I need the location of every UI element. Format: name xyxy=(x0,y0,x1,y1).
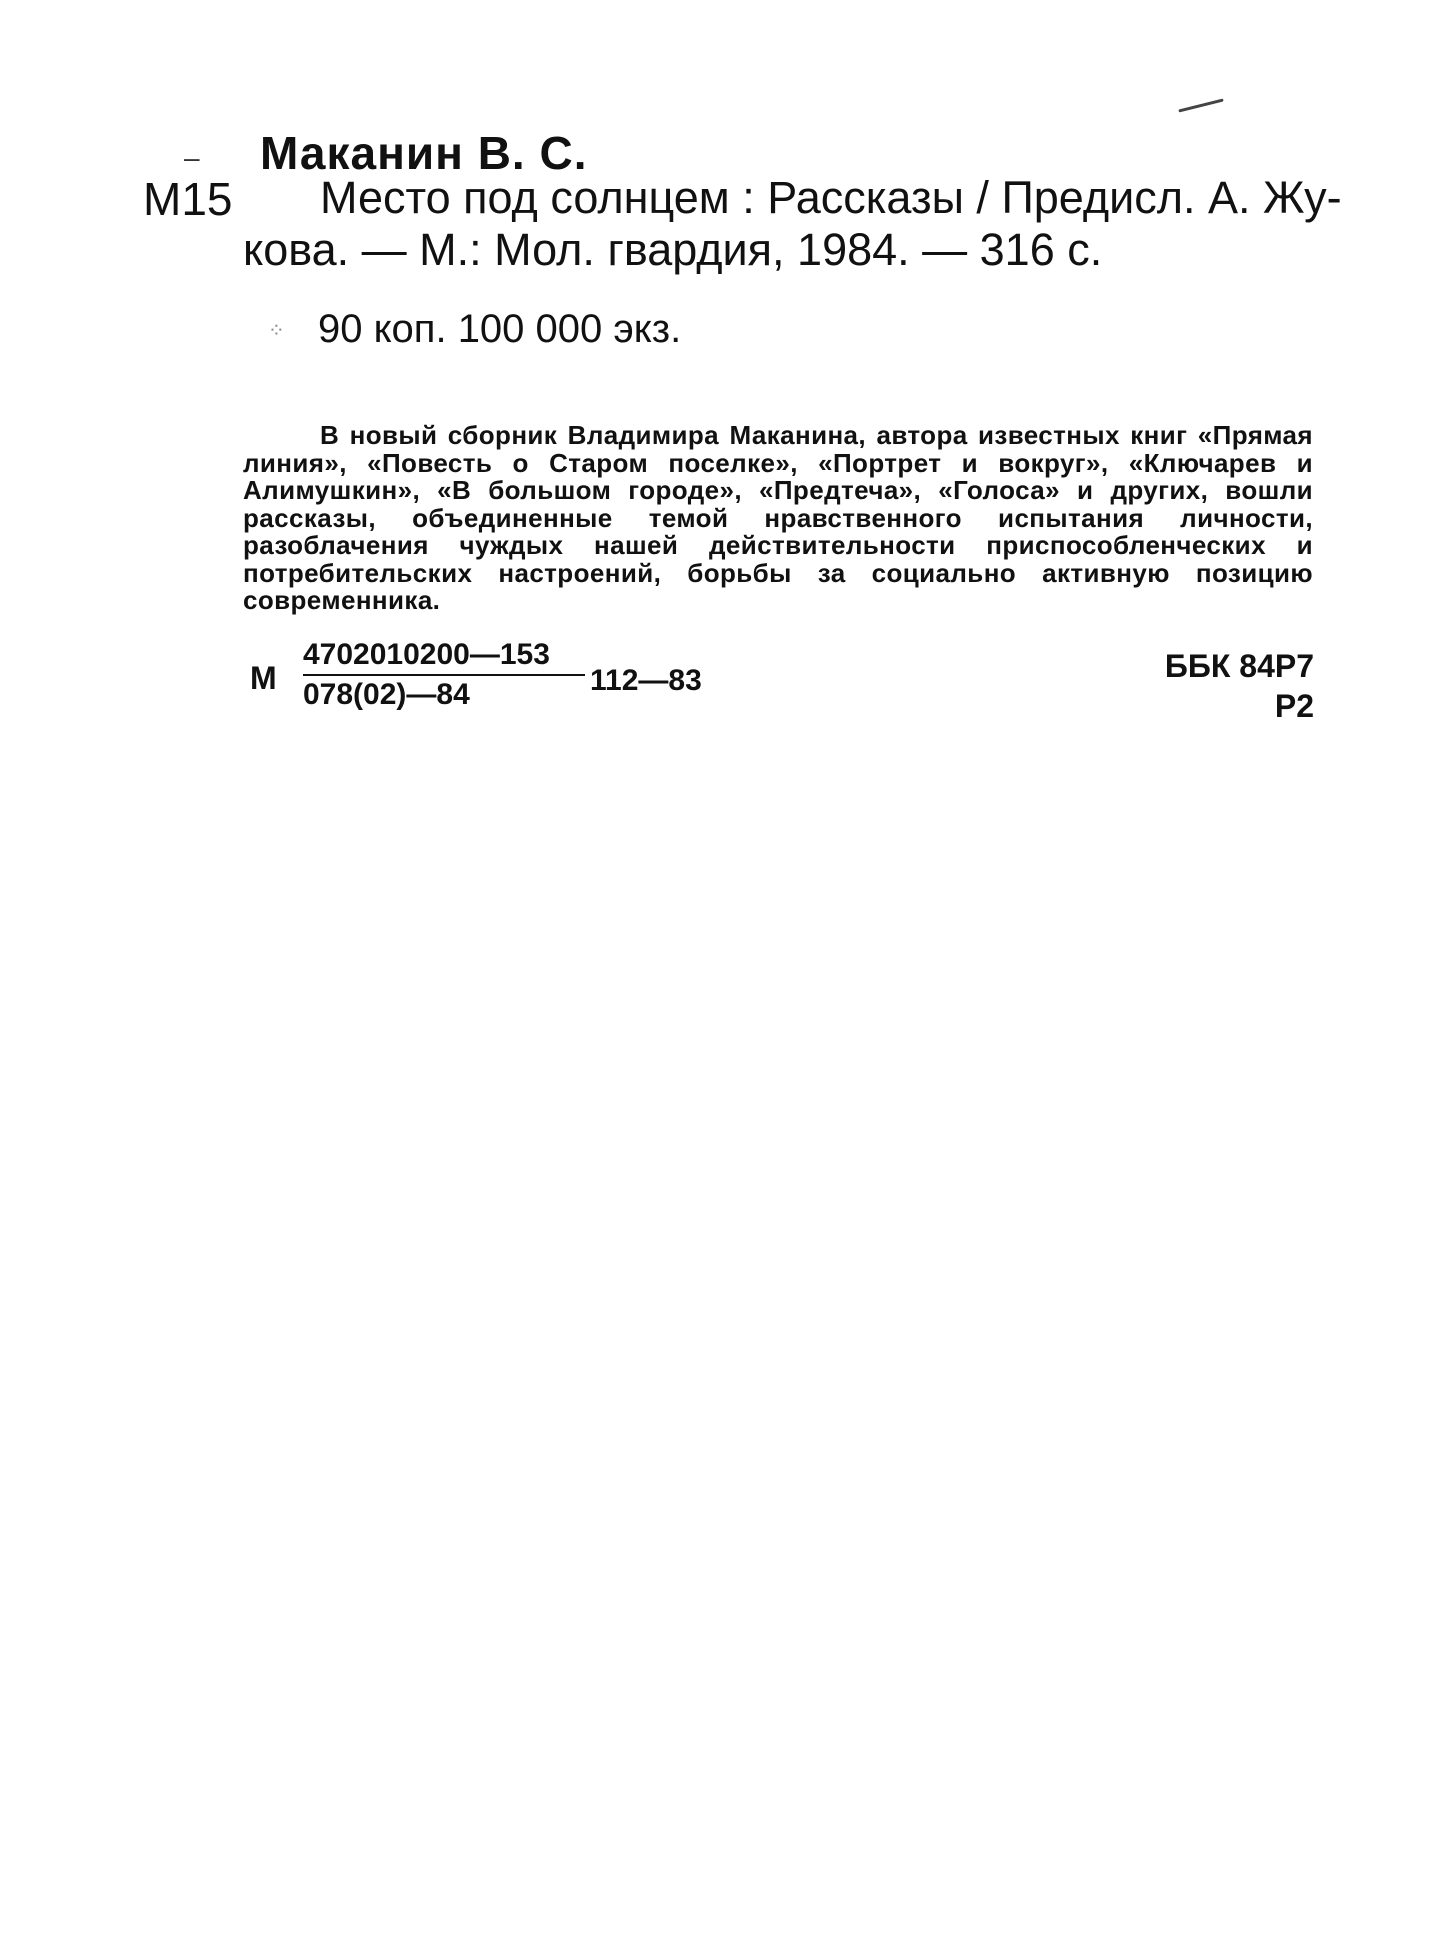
corner-pencil-mark xyxy=(1178,98,1223,112)
classification-fraction xyxy=(303,638,585,712)
author-heading: Маканин В. С. xyxy=(260,127,588,179)
order-code: 112—83 xyxy=(590,664,702,697)
print-speck-icon: ⁘ xyxy=(268,320,285,342)
bbk-sub: Р2 xyxy=(1274,688,1314,724)
fraction-numerator: 4702010200—153 xyxy=(303,638,585,676)
title-description xyxy=(243,172,1342,276)
bbk-index xyxy=(1100,646,1314,726)
fraction-denominator: 078(02)—84 xyxy=(303,678,470,711)
annotation-paragraph: В новый сборник Владимира Маканина, автора известных книг «Прямая линия», «Повесть о Старом поселке», «Портрет и вокруг», «Ключарев и Алимушкин», «В большом городе», «Предтеча», «Голоса» и других, вошли рассказы, объединенные темой нравственного испытания личности, разоблачения чуждых нашей действительности приспособленческих и потребительских настроений, борьбы за социально активную позицию современника. xyxy=(243,420,1313,615)
author-cipher: М15 xyxy=(143,173,233,225)
title-line-2: кова. — М.: Мол. гвардия, 1984. — 316 с. xyxy=(243,224,1103,275)
price-and-print-run: 90 коп. 100 000 экз. xyxy=(318,307,682,351)
classification-letter: М xyxy=(250,660,277,696)
margin-dash: – xyxy=(184,142,200,173)
bbk-main: ББК 84Р7 xyxy=(1164,648,1314,684)
title-line-1: Место под солнцем : Рассказы / Предисл. А. Жу- xyxy=(320,172,1342,223)
